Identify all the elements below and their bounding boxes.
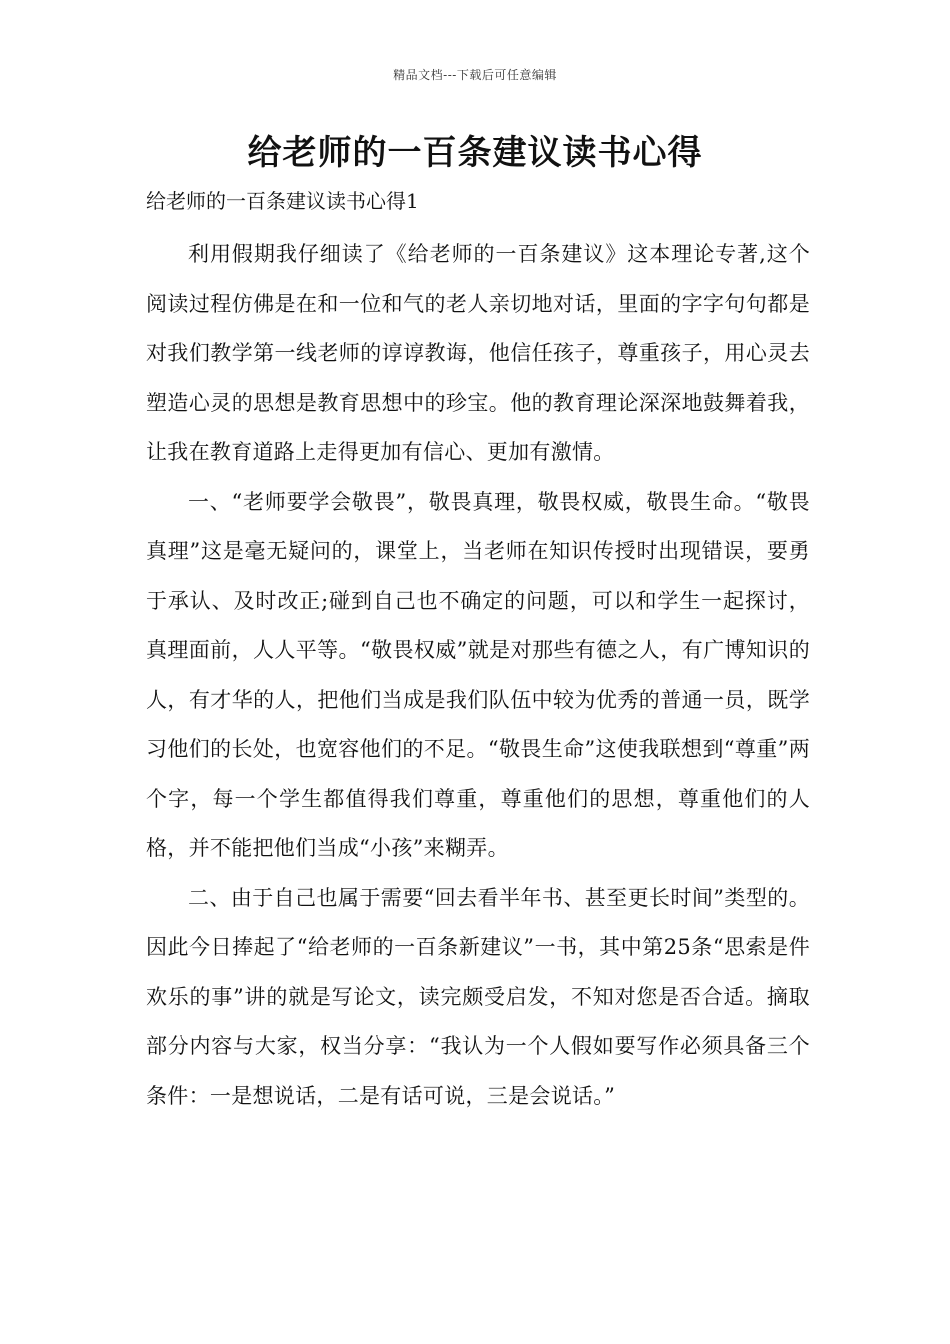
paragraph-2: 一、“老师要学会敬畏”，敬畏真理，敬畏权威，敬畏生命。“敬畏真理”这是毫无疑问的，课堂上，当老师在知识传授时出现错误，要勇于承认、及时改正;碰到自己也不确定的问题，可以和学生一起探讨，真理面前，人人平等。“敬畏权威”就是对那些有德之人，有广博知识的人，有才华的人，把他们当成是我们队伍中较为优秀的普通一员，既学习他们的长处，也宽容他们的不足。“敬畏生命”这使我联想到“尊重”两个字，每一个学生都值得我们尊重，尊重他们的思想，尊重他们的人格，并不能把他们当成“小孩”来糊弄。: [146, 489, 810, 860]
paragraph-3: 二、由于自己也属于需要“回去看半年书、甚至更长时间”类型的。因此今日捧起了“给老师的一百条新建议”一书，其中第25条“思索是件欢乐的事”讲的就是写论文，读完颇受启发，不知对您是否合适。摘取部分内容与大家，权当分享：“我认为一个人假如要写作必须具备三个条件：一是想说话，二是有话可说，三是会说话。”: [146, 885, 810, 1108]
paragraph-1: 利用假期我仔细读了《给老师的一百条建议》这本理论专著,这个阅读过程仿佛是在和一位和气的老人亲切地对话，里面的字字句句都是对我们教学第一线老师的谆谆教诲，他信任孩子，尊重孩子，用心灵去塑造心灵的思想是教育思想中的珍宝。他的教育理论深深地鼓舞着我，让我在教育道路上走得更加有信心、更加有激情。: [146, 242, 810, 464]
header-note: 精品文档---下载后可任意编辑: [393, 68, 557, 82]
document-title: 给老师的一百条建议读书心得: [247, 133, 703, 173]
document-body: [146, 230, 810, 1121]
document-subtitle: 给老师的一百条建议读书心得1: [146, 189, 419, 213]
